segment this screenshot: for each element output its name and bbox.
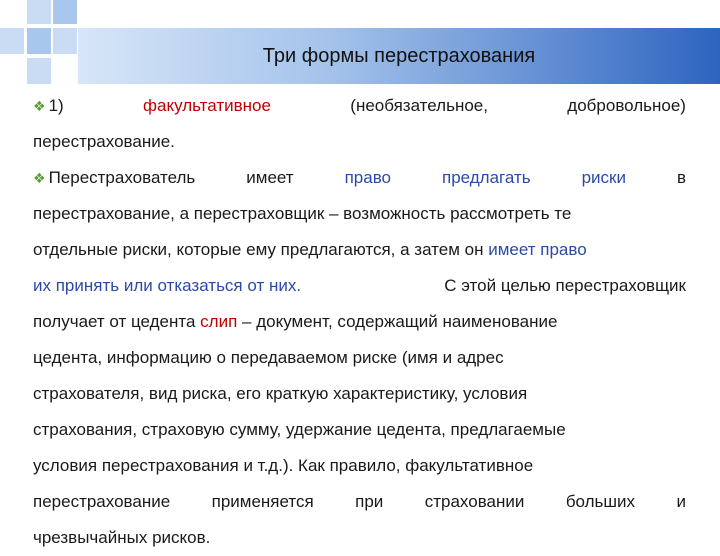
text-line: перестрахование.	[33, 132, 175, 151]
text-line: отдельные риски, которые ему предлагаются, а затем он имеет право	[33, 240, 587, 259]
highlight-term: слип	[200, 312, 238, 331]
text-line: страхователя, вид риска, его краткую характеристику, условия	[33, 384, 528, 403]
text-line: перестрахование применяется при страховании больших и	[33, 492, 686, 511]
text-line: условия перестрахования и т.д.). Как правило, факультативное	[33, 456, 534, 475]
decor-square	[0, 28, 24, 54]
highlight-term: факультативное	[143, 96, 271, 115]
text-line: получает от цедента слип – документ, содержащий наименование	[33, 312, 558, 331]
text-line: перестрахование, а перестраховщик – возможность рассмотреть те	[33, 204, 572, 223]
decor-square	[53, 0, 77, 24]
text-line: ❖ 1) факультативное (необязательное, добровольное)	[33, 88, 686, 124]
document-body	[33, 88, 686, 556]
text-line: страхования, страховую сумму, удержание цедента, предлагаемые	[33, 420, 566, 439]
highlight-term: предлагать	[442, 168, 531, 187]
decor-square	[53, 28, 77, 54]
decor-square	[27, 0, 51, 24]
highlight-term: риски	[581, 168, 626, 187]
checkmark-bullet-icon: ❖	[33, 170, 46, 186]
decor-square	[27, 58, 51, 84]
highlight-term: их принять или отказаться от них.	[33, 276, 302, 295]
decor-square	[27, 28, 51, 54]
page-title: Три формы перестрахования	[262, 45, 536, 67]
text-line: чрезвычайных рисков.	[33, 528, 211, 547]
highlight-term: право	[344, 168, 392, 187]
highlight-term: имеет право	[488, 240, 587, 259]
text-line: цедента, информацию о передаваемом риске (имя и адрес	[33, 348, 504, 367]
checkmark-bullet-icon: ❖	[33, 98, 46, 114]
text-line: ❖ Перестрахователь имеет право предлагать риски в	[33, 160, 686, 196]
text-line: их принять или отказаться от них. С этой целью перестраховщик	[33, 268, 686, 304]
